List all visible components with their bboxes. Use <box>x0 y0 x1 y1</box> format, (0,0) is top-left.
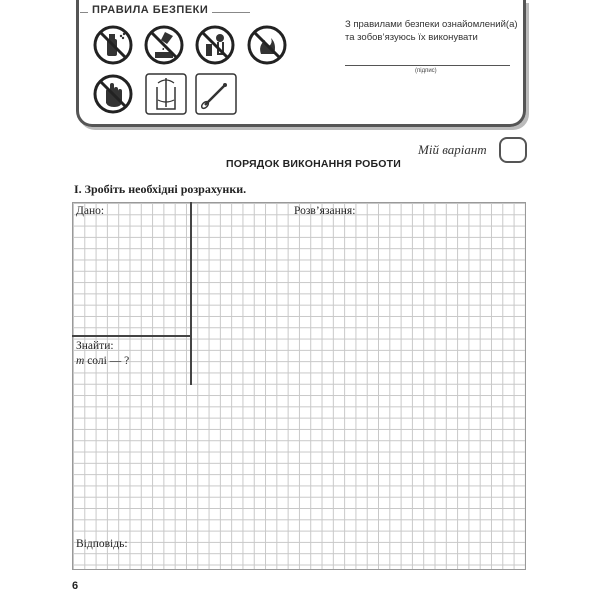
given-find-divider <box>72 335 192 337</box>
solution-label: Розв’язання: <box>294 205 356 217</box>
variant-input-box[interactable] <box>499 137 527 163</box>
given-solution-divider <box>190 202 192 385</box>
find-value: m солі — ? <box>76 355 130 367</box>
task-instruction: I. Зробіть необхідні розрахунки. <box>74 182 247 196</box>
section-heading: ПОРЯДОК ВИКОНАННЯ РОБОТИ <box>226 158 401 170</box>
safety-rules-title: ПРАВИЛА БЕЗПЕКИ <box>88 4 212 16</box>
signature-line[interactable] <box>345 65 510 66</box>
variant-label: Мій варіант <box>418 142 487 157</box>
no-fire-icon <box>246 24 288 66</box>
answer-label: Відповідь: <box>76 538 128 550</box>
no-aerosol-icon <box>92 24 134 66</box>
no-touch-hand-icon <box>92 73 134 115</box>
mass-symbol: m <box>76 355 85 367</box>
given-label: Дано: <box>76 205 105 217</box>
find-label: Знайти: <box>76 340 114 352</box>
stirring-beaker-icon <box>145 73 187 115</box>
signature-label: (підпис) <box>415 68 437 74</box>
stirring-rod-icon <box>195 73 237 115</box>
page-number: 6 <box>72 580 79 592</box>
calculation-grid[interactable] <box>72 202 526 570</box>
no-lab-experiment-icon <box>194 24 236 66</box>
no-pouring-icon <box>143 24 185 66</box>
safety-agreement-text: З правилами безпеки ознайомлений(а) та зобов’язуюсь їх виконувати <box>345 19 518 43</box>
